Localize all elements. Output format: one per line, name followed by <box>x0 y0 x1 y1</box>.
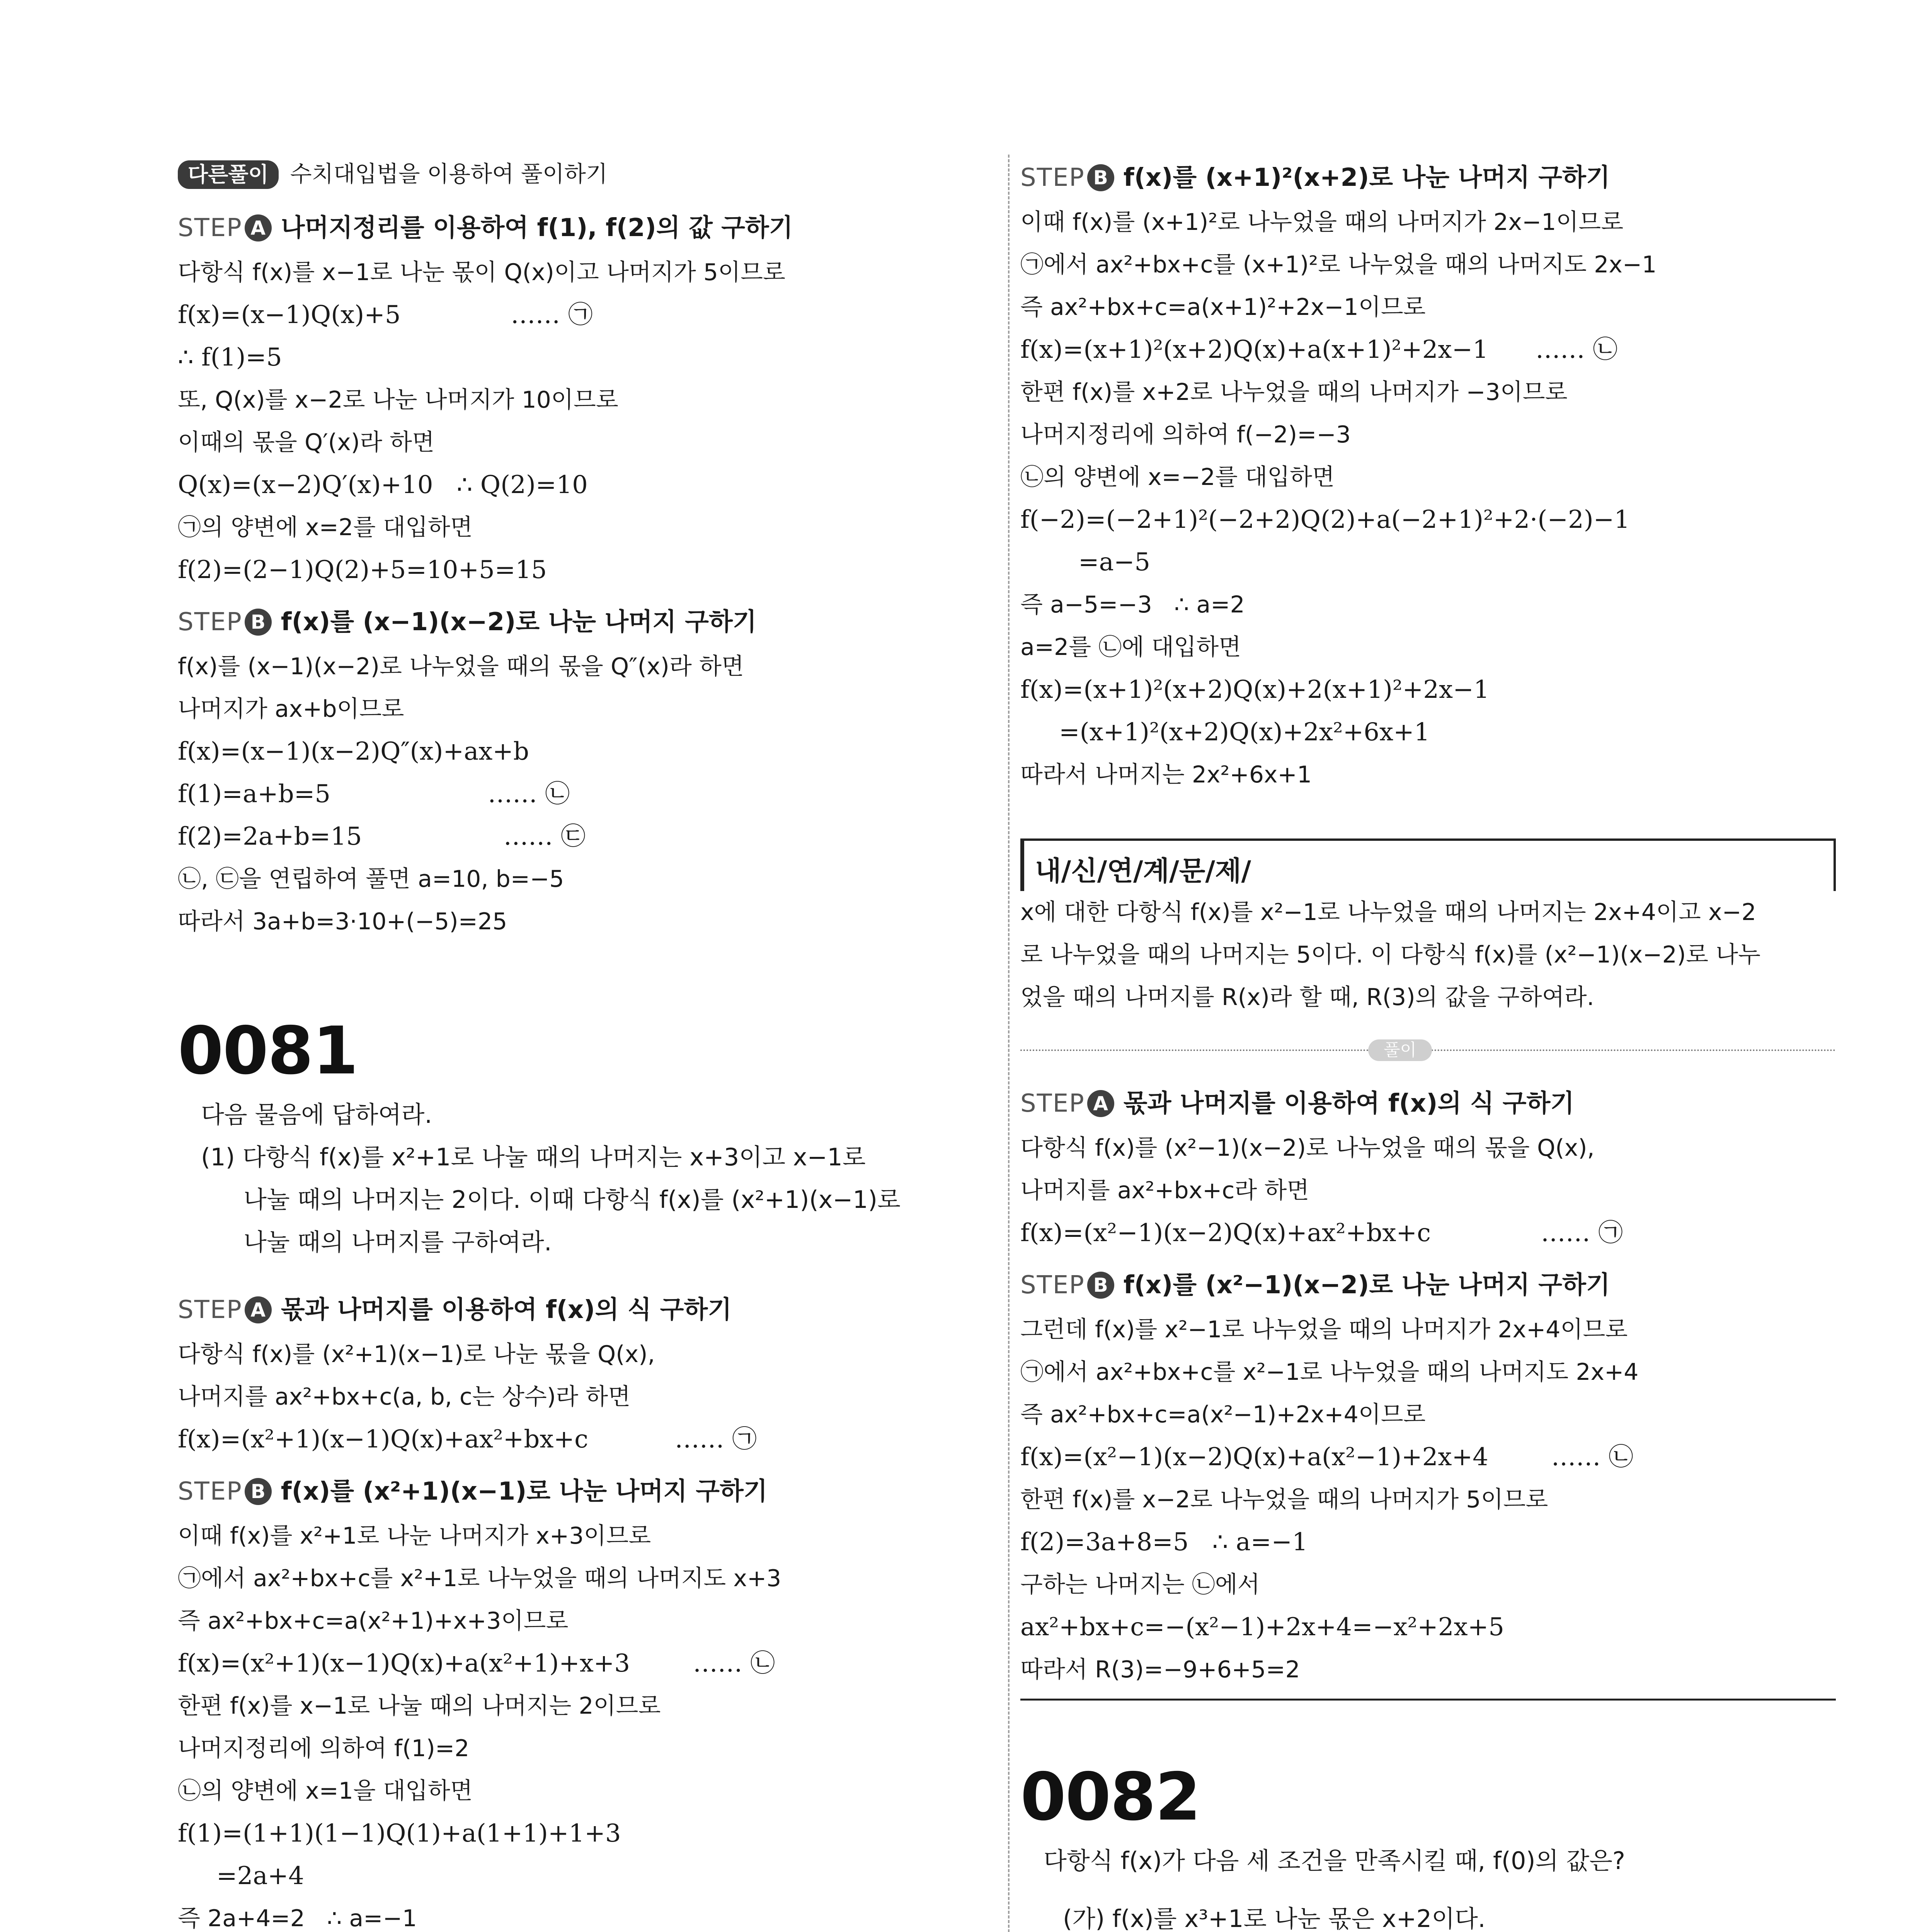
step-heading: STEP A 몫과 나머지를 이용하여 f(x)의 식 구하기 <box>1020 1089 1575 1118</box>
text-line: 이때 f(x)를 (x+1)²로 나누었을 때의 나머지가 2x−1이므로 <box>1020 209 1624 236</box>
equation-line: f(1)=a+b=5 …… ㉡ <box>178 780 570 808</box>
step-badge: A <box>245 214 272 242</box>
text-line: ㉠에서 ax²+bx+c를 (x+1)²로 나누었을 때의 나머지도 2x−1 <box>1020 251 1657 278</box>
equation-line: Q(x)=(x−2)Q′(x)+10 ∴ Q(2)=10 <box>178 471 588 499</box>
step-badge: A <box>1087 1090 1114 1117</box>
text-line: 나머지정리에 의하여 f(−2)=−3 <box>1020 421 1351 448</box>
text-line: a=2를 ㉡에 대입하면 <box>1020 634 1241 661</box>
alt-solution-badge: 다른풀이 <box>178 160 279 189</box>
equation-line: f(2)=(2−1)Q(2)+5=10+5=15 <box>178 556 547 584</box>
step-badge: B <box>1087 1272 1114 1299</box>
text-line: 구하는 나머지는 ㉡에서 <box>1020 1571 1260 1598</box>
text-line: f(x)를 (x−1)(x−2)로 나누었을 때의 몫을 Q″(x)라 하면 <box>178 653 744 680</box>
text-line: ㉠의 양변에 x=2를 대입하면 <box>178 514 473 541</box>
step-title: f(x)를 (x−1)(x−2)로 나눈 나머지 구하기 <box>281 608 757 636</box>
step-heading: STEP B f(x)를 (x²−1)(x−2)로 나눈 나머지 구하기 <box>1020 1271 1610 1299</box>
right-column <box>1020 155 1836 1932</box>
text-line: 따라서 R(3)=−9+6+5=2 <box>1020 1656 1300 1683</box>
column-divider <box>1008 155 1010 1932</box>
solution-label: 풀이 <box>1368 1039 1432 1061</box>
text-line: 한편 f(x)를 x−2로 나누었을 때의 나머지가 5이므로 <box>1020 1486 1548 1513</box>
equation-line: f(1)=(1+1)(1−1)Q(1)+a(1+1)+1+3 <box>178 1819 621 1848</box>
problem-intro: 다음 물음에 답하여라. <box>201 1100 432 1129</box>
step-badge: A <box>245 1296 272 1323</box>
text-line: 한편 f(x)를 x−1로 나눌 때의 나머지는 2이므로 <box>178 1692 661 1719</box>
step-badge: B <box>1087 164 1114 191</box>
problem-number: 0081 <box>178 1013 358 1089</box>
step-heading: STEP B f(x)를 (x+1)²(x+2)로 나눈 나머지 구하기 <box>1020 163 1610 192</box>
text-line: 즉 2a+4=2 ∴ a=−1 <box>178 1905 417 1932</box>
text-line: 나머지가 ax+b이므로 <box>178 696 404 723</box>
solution-divider <box>1020 1030 1836 1073</box>
equation-line: f(x)=(x−1)(x−2)Q″(x)+ax+b <box>178 737 529 766</box>
step-title: 나머지정리를 이용하여 f(1), f(2)의 값 구하기 <box>281 214 793 242</box>
step-badge: B <box>245 609 272 636</box>
equation-line: f(x)=(x²+1)(x−1)Q(x)+ax²+bx+c …… ㉠ <box>178 1425 757 1454</box>
equation-line: f(x)=(x²+1)(x−1)Q(x)+a(x²+1)+x+3 …… ㉡ <box>178 1649 775 1678</box>
step-title: f(x)를 (x+1)²(x+2)로 나눈 나머지 구하기 <box>1123 163 1610 192</box>
step-title: f(x)를 (x²+1)(x−1)로 나눈 나머지 구하기 <box>281 1477 768 1506</box>
text-line: 나머지를 ax²+bx+c(a, b, c는 상수)라 하면 <box>178 1383 631 1410</box>
question-line: (1) 다항식 f(x)를 x²+1로 나눌 때의 나머지는 x+3이고 x−1로 <box>201 1143 866 1171</box>
text-line: 다항식 f(x)를 (x²+1)(x−1)로 나눈 몫을 Q(x), <box>178 1341 655 1368</box>
related-question-line: 었을 때의 나머지를 R(x)라 할 때, R(3)의 값을 구하여라. <box>1020 984 1594 1011</box>
question-line: 나눌 때의 나머지는 2이다. 이때 다항식 f(x)를 (x²+1)(x−1)로 <box>243 1185 901 1214</box>
step-title: 몫과 나머지를 이용하여 f(x)의 식 구하기 <box>281 1296 732 1324</box>
step-heading: STEP A 나머지정리를 이용하여 f(1), f(2)의 값 구하기 <box>178 214 793 242</box>
text-line: 따라서 나머지는 2x²+6x+1 <box>1020 761 1312 788</box>
text-line: 이때 f(x)를 x²+1로 나눈 나머지가 x+3이므로 <box>178 1522 651 1549</box>
step-heading: STEP B f(x)를 (x−1)(x−2)로 나눈 나머지 구하기 <box>178 608 757 636</box>
related-end-rule <box>1020 1699 1836 1701</box>
text-line: 즉 ax²+bx+c=a(x²+1)+x+3이므로 <box>178 1607 569 1634</box>
condition-line: (가) f(x)를 x³+1로 나눈 몫은 x+2이다. <box>1063 1905 1486 1932</box>
equation-line: f(x)=(x+1)²(x+2)Q(x)+2(x+1)²+2x−1 <box>1020 675 1490 704</box>
text-line: 즉 ax²+bx+c=a(x²−1)+2x+4이므로 <box>1020 1401 1426 1428</box>
equation-line: f(x)=(x²−1)(x−2)Q(x)+a(x²−1)+2x+4 …… ㉡ <box>1020 1443 1633 1471</box>
equation-line: ∴ f(1)=5 <box>178 343 282 372</box>
problem-question: 다항식 f(x)가 다음 세 조건을 만족시킬 때, f(0)의 값은? <box>1044 1847 1625 1875</box>
equation-line: =(x+1)²(x+2)Q(x)+2x²+6x+1 <box>1059 718 1430 747</box>
text-line: 또, Q(x)를 x−2로 나눈 나머지가 10이므로 <box>178 386 618 413</box>
step-heading: STEP A 몫과 나머지를 이용하여 f(x)의 식 구하기 <box>178 1296 732 1324</box>
equation-line: f(x)=(x−1)Q(x)+5 …… ㉠ <box>178 301 593 329</box>
text-line: 다항식 f(x)를 x−1로 나눈 몫이 Q(x)이고 나머지가 5이므로 <box>178 259 785 286</box>
text-line: ㉡, ㉢을 연립하여 풀면 a=10, b=−5 <box>178 866 564 893</box>
equation-line: =2a+4 <box>216 1862 304 1890</box>
equation-line: ax²+bx+c=−(x²−1)+2x+4=−x²+2x+5 <box>1020 1613 1504 1641</box>
left-column <box>178 155 997 1932</box>
equation-line: =a−5 <box>1078 548 1151 577</box>
text-line: 다항식 f(x)를 (x²−1)(x−2)로 나누었을 때의 몫을 Q(x), <box>1020 1134 1595 1162</box>
text-line: ㉡의 양변에 x=1을 대입하면 <box>178 1777 473 1804</box>
equation-line: f(x)=(x+1)²(x+2)Q(x)+a(x+1)²+2x−1 …… ㉡ <box>1020 335 1618 364</box>
equation-line: f(−2)=(−2+1)²(−2+2)Q(2)+a(−2+1)²+2·(−2)−1 <box>1020 505 1630 534</box>
step-title: f(x)를 (x²−1)(x−2)로 나눈 나머지 구하기 <box>1123 1271 1610 1299</box>
equation-line: f(x)=(x²−1)(x−2)Q(x)+ax²+bx+c …… ㉠ <box>1020 1219 1623 1247</box>
text-line: 나머지를 ax²+bx+c라 하면 <box>1020 1177 1309 1204</box>
related-question-line: x에 대한 다항식 f(x)를 x²−1로 나누었을 때의 나머지는 2x+4이고 x−2 <box>1020 899 1756 926</box>
related-question-line: 로 나누었을 때의 나머지는 5이다. 이 다항식 f(x)를 (x²−1)(x−2)로 나누 <box>1020 941 1761 968</box>
text-line: 한편 f(x)를 x+2로 나누었을 때의 나머지가 −3이므로 <box>1020 379 1568 406</box>
related-problem-box <box>1020 838 1836 891</box>
text-line: ㉠에서 ax²+bx+c를 x²−1로 나누었을 때의 나머지도 2x+4 <box>1020 1359 1639 1386</box>
text-line: ㉠에서 ax²+bx+c를 x²+1로 나누었을 때의 나머지도 x+3 <box>178 1565 781 1592</box>
text-line: 즉 ax²+bx+c=a(x+1)²+2x−1이므로 <box>1020 294 1426 321</box>
equation-line: f(2)=2a+b=15 …… ㉢ <box>178 822 586 851</box>
related-problem-title: 내/신/연/계/문/제/ <box>1035 855 1251 887</box>
step-badge: B <box>245 1478 272 1505</box>
text-line: 따라서 3a+b=3·10+(−5)=25 <box>178 908 507 935</box>
text-line: 이때의 몫을 Q′(x)라 하면 <box>178 429 435 456</box>
text-line: ㉡의 양변에 x=−2를 대입하면 <box>1020 464 1335 491</box>
text-line: 그런데 f(x)를 x²−1로 나누었을 때의 나머지가 2x+4이므로 <box>1020 1316 1628 1343</box>
alt-solution-title: 수치대입법을 이용하여 풀이하기 <box>290 161 608 187</box>
problem-number: 0082 <box>1020 1759 1200 1835</box>
question-line: 나눌 때의 나머지를 구하여라. <box>243 1228 552 1256</box>
step-heading: STEP B f(x)를 (x²+1)(x−1)로 나눈 나머지 구하기 <box>178 1477 768 1506</box>
text-line: 즉 a−5=−3 ∴ a=2 <box>1020 591 1245 618</box>
alt-solution-header <box>178 155 997 197</box>
text-line: 나머지정리에 의하여 f(1)=2 <box>178 1735 470 1762</box>
equation-line: f(2)=3a+8=5 ∴ a=−1 <box>1020 1528 1308 1556</box>
step-title: 몫과 나머지를 이용하여 f(x)의 식 구하기 <box>1123 1089 1575 1118</box>
